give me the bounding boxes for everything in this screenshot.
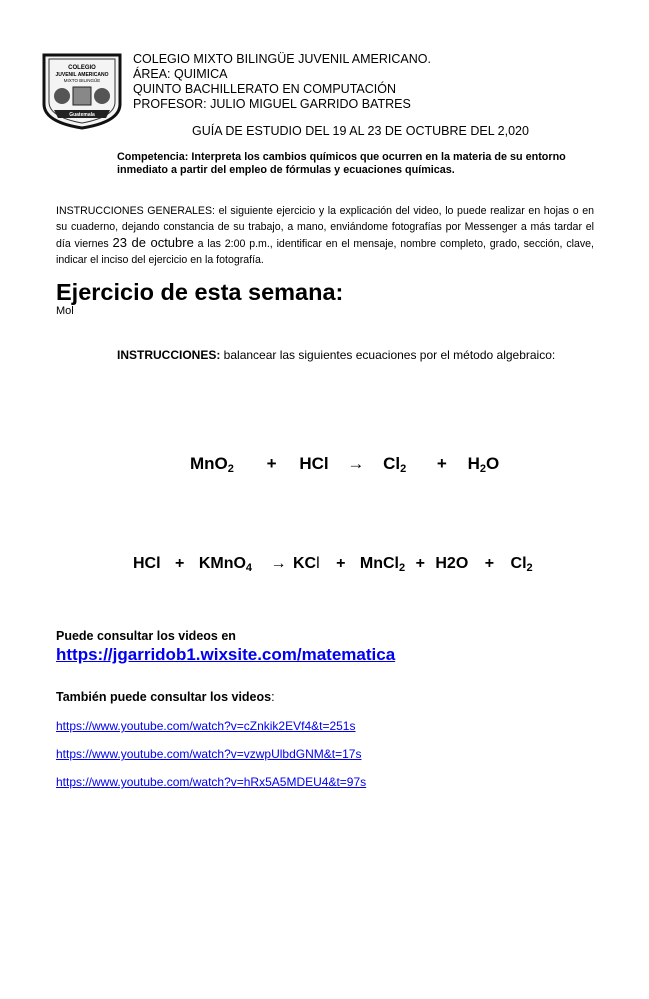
area-line: ÁREA: QUIMICA [133,67,228,81]
exercise-instructions-label: INSTRUCCIONES: [117,348,221,362]
wixsite-link[interactable]: https://jgarridob1.wixsite.com/matematica [56,645,396,664]
eq1-arrow: → [347,454,365,473]
consult-title: Puede consultar los videos en [56,629,236,643]
exercise-topic: Mol [56,305,74,317]
eq1-mno2: MnO$_2$ [190,454,234,475]
grade-line: QUINTO BACHILLERATO EN COMPUTACIÓN [133,82,397,96]
eq2-h2o: H2O [435,555,469,572]
equation-1 [190,454,499,475]
eq1-hcl: HCl [299,454,329,473]
equation-2 [133,555,533,574]
eq2-kcl: KCl [292,555,320,572]
school-crest-icon [40,52,124,130]
eq1-plus: + [266,454,277,473]
eq2-hcl: HCl [133,555,161,572]
logo-line1: COLEGIO [68,65,96,71]
logo-line3: MIXTO BILINGÜE [63,78,101,83]
exercise-heading: Ejercicio de esta semana: [56,279,344,305]
general-instructions-text-end: a las 2:00 p.m., identificar en el mensaje, nombre completo, grado, sección, clave, indicar el inciso del ejercicio en la fotografía. [56,238,594,266]
eq1-h2o: $H_2O$ [467,454,500,475]
eq2-kmno4: KMnO$_4$ [198,555,253,574]
eq2-plus-4: + [484,555,495,572]
videos-title: También puede consultar los videos: [56,690,275,704]
school-logo [40,52,124,130]
school-header [133,52,431,112]
youtube-link-2[interactable]: https://www.youtube.com/watch?v=vzwpUlbdGNM&t=17s [56,747,362,761]
deadline-date: 23 de octubre [112,235,194,250]
logo-banner: Guatemala [69,112,95,118]
eq2-plus: + [175,555,185,572]
eq1-plus-2: + [436,454,447,473]
youtube-link-3[interactable]: https://www.youtube.com/watch?v=hRx5A5MDEU4&t=97s [56,775,367,789]
youtube-link-1[interactable]: https://www.youtube.com/watch?v=cZnkik2EVf4&t=251s [56,719,356,733]
exercise-instructions [117,348,555,362]
eq2-plus-2: + [336,555,346,572]
eq1-cl2: $Cl_2$ [383,454,407,475]
general-instructions-text: INSTRUCCIONES GENERALES: el siguiente ejercicio y la explicación del video, lo puede realizar en hojas o en su cuaderno, dejando constancia de su trabajo, a mano, enviándome fotografías por Messenger a más tardar el día viernes [56,205,594,250]
eq2-arrow: → [270,555,287,572]
guide-title: GUÍA DE ESTUDIO DEL 19 AL 23 DE OCTUBRE DEL 2,020 [192,124,529,138]
eq2-cl2: $Cl_2$ [510,555,533,574]
exercise-instructions-text: balancear las siguientes ecuaciones por el método algebraico: [220,348,556,362]
logo-line2: JUVENIL AMERICANO [55,72,109,78]
competencia-paragraph: Competencia: Interpreta los cambios químicos que ocurren en la materia de su entorno inmediato a partir del empleo de fórmulas y ecuaciones químicas. [117,151,566,176]
teacher-line: PROFESOR: JULIO MIGUEL GARRIDO BATRES [133,97,411,111]
school-name: COLEGIO MIXTO BILINGÜE JUVENIL AMERICANO. [133,52,431,66]
eq2-mncl2: MnCl$_2$ [359,555,406,574]
general-instructions [56,203,594,268]
eq2-plus-3: + [415,555,425,572]
